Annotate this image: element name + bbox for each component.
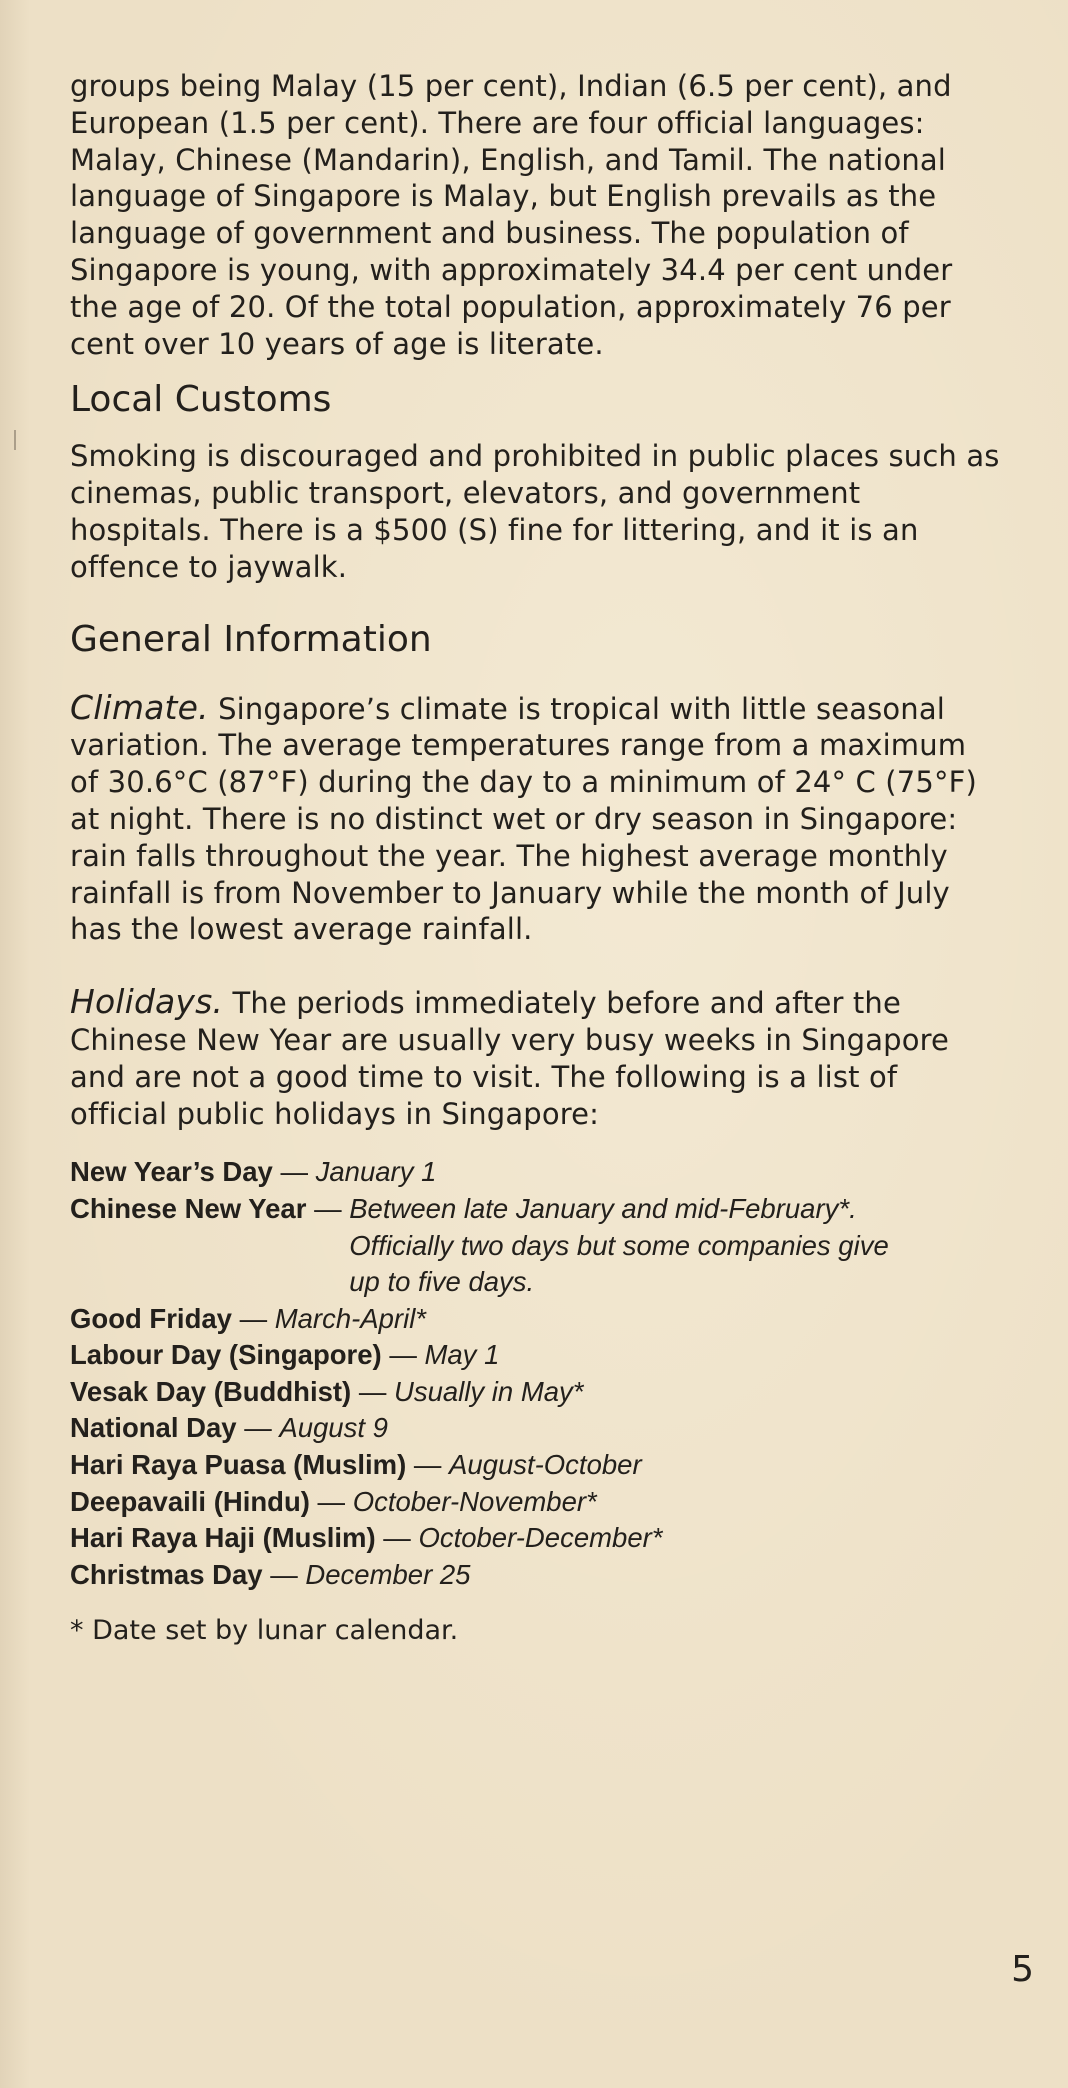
holiday-dash: — <box>306 1192 350 1224</box>
intro-paragraph: groups being Malay (15 per cent), Indian (6.5 per cent), and European (1.5 per cent). There are four official languages: Malay, Chinese (Mandarin), English, and Tamil. The national language of Singapore is Malay, but English prevails as the language of government and business. The population of Singapore is young, with approximately 34.4 per cent under the age of 20. Of the total population, approximately 76 per cent over 10 years of age is literate. <box>70 69 953 361</box>
holiday-date: October-December* <box>418 1522 663 1554</box>
holiday-item <box>70 1301 1010 1338</box>
holiday-date: August-October <box>449 1449 642 1481</box>
holiday-item <box>70 1337 1010 1374</box>
holiday-item <box>70 1374 1010 1411</box>
holiday-dash: — <box>406 1449 450 1481</box>
holiday-date: December 25 <box>305 1558 471 1590</box>
holiday-dash: — <box>381 1339 425 1371</box>
local-customs-heading: Local Customs <box>70 379 332 421</box>
holiday-item <box>70 1520 1010 1557</box>
holiday-dash: — <box>272 1156 316 1188</box>
holiday-list <box>70 1154 1010 1593</box>
holiday-date: October-November* <box>352 1485 597 1517</box>
holidays-lead: Holidays. <box>70 982 224 1022</box>
holiday-name: Christmas Day <box>70 1558 263 1590</box>
holidays-paragraph <box>70 984 990 1132</box>
holiday-item <box>70 1410 1010 1447</box>
holiday-name: National Day <box>70 1412 237 1444</box>
page-content <box>70 68 1010 1649</box>
holiday-name: Good Friday <box>70 1302 232 1334</box>
page-number: 5 <box>1011 1949 1034 1990</box>
holiday-name: Hari Raya Puasa (Muslim) <box>70 1449 407 1481</box>
holiday-dash: — <box>309 1485 353 1517</box>
holiday-name: New Year’s Day <box>70 1156 273 1188</box>
holiday-date: March-April* <box>274 1302 427 1334</box>
holiday-name: Vesak Day (Buddhist) <box>70 1375 352 1407</box>
climate-text: Singapore’s climate is tropical with little seasonal variation. The average temperatures range from a maximum of 30.6°C (87°F) during the day to a minimum of 24° C (75°F) at night. There is no distinct wet or dry season in Singapore: rain falls throughout the year. The highest average monthly rainfall is from November to January while the month of July has the lowest average rainfall. <box>70 691 977 947</box>
holiday-name: Chinese New Year <box>70 1192 307 1224</box>
holiday-item <box>70 1484 1010 1521</box>
holiday-name: Deepavaili (Hindu) <box>70 1485 310 1517</box>
footnote: * Date set by lunar calendar. <box>70 1615 459 1647</box>
holiday-dash: — <box>351 1375 394 1407</box>
climate-paragraph <box>70 687 990 949</box>
holiday-name: Labour Day (Singapore) <box>70 1339 382 1371</box>
holiday-item <box>70 1557 1010 1594</box>
general-information-heading: General Information <box>70 618 432 660</box>
holiday-dash: — <box>375 1522 419 1554</box>
holiday-item <box>70 1154 1010 1191</box>
holiday-date: Between late January and mid-February*. Officially two days but some companies give up to five days. <box>349 1192 889 1298</box>
holiday-item <box>70 1447 1010 1484</box>
holiday-date: Usually in May* <box>393 1375 584 1407</box>
holiday-dash: — <box>236 1412 280 1444</box>
spine-mark <box>14 430 16 450</box>
local-customs-paragraph: Smoking is discouraged and prohibited in public places such as cinemas, public transport, elevators, and government hospitals. There is a $500 (S) fine for littering, and it is an offence to jaywalk. <box>70 439 1000 584</box>
holiday-date: January 1 <box>315 1156 437 1188</box>
holiday-name: Hari Raya Haji (Muslim) <box>70 1522 376 1554</box>
holidays-text: The periods immediately before and after the Chinese New Year are usually very busy weeks in Singapore and are not a good time to visit. The following is a list of official public holidays in Singapore: <box>70 986 950 1131</box>
climate-lead: Climate. <box>70 687 209 727</box>
holiday-date: May 1 <box>424 1339 500 1371</box>
holiday-date: August 9 <box>279 1412 388 1444</box>
holiday-dash: — <box>262 1558 306 1590</box>
holiday-dash: — <box>231 1302 275 1334</box>
holiday-item <box>70 1191 1010 1301</box>
